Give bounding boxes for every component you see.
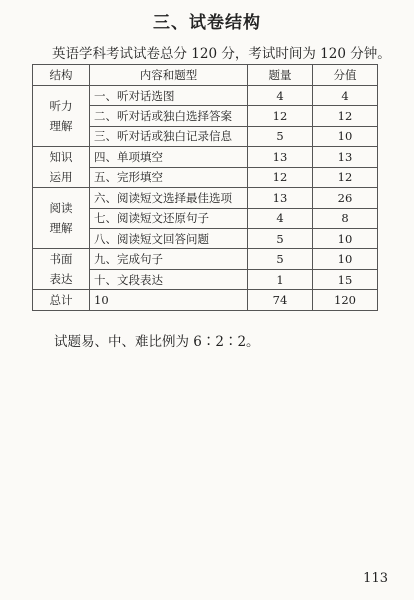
total-label: 总计 xyxy=(33,290,90,311)
cell-score: 12 xyxy=(313,106,378,126)
group-label xyxy=(33,188,90,249)
cell-count: 5 xyxy=(248,126,313,146)
total-count: 74 xyxy=(248,290,313,311)
section-heading: 三、试卷结构 xyxy=(153,13,261,33)
cell-content: 二、听对话或独白选择答案 xyxy=(90,106,248,126)
total-score: 120 xyxy=(313,290,378,311)
table-header-row xyxy=(33,65,378,86)
table-row xyxy=(33,86,378,106)
cell-count: 5 xyxy=(248,228,313,248)
cell-content: 一、听对话选图 xyxy=(90,86,248,106)
total-row xyxy=(33,290,378,311)
cell-count: 5 xyxy=(248,249,313,270)
group-label-line: 表达 xyxy=(49,272,73,287)
difficulty-ratio-text: 试题易、中、难比例为 6∶2∶2。 xyxy=(54,334,260,350)
header-content: 内容和题型 xyxy=(90,65,248,86)
table-row xyxy=(33,147,378,168)
group-label-line: 运用 xyxy=(49,170,73,185)
cell-content: 三、听对话或独白记录信息 xyxy=(90,126,248,146)
cell-content: 九、完成句子 xyxy=(90,249,248,270)
cell-score: 10 xyxy=(313,126,378,146)
group-label-line: 理解 xyxy=(49,119,73,134)
cell-count: 13 xyxy=(248,188,313,208)
cell-count: 12 xyxy=(248,167,313,188)
cell-score: 10 xyxy=(313,249,378,270)
cell-score: 4 xyxy=(313,86,378,106)
cell-content: 五、完形填空 xyxy=(90,167,248,188)
group-label xyxy=(33,147,90,188)
cell-content: 四、单项填空 xyxy=(90,147,248,168)
cell-content: 七、阅读短文还原句子 xyxy=(90,208,248,228)
group-label-line: 理解 xyxy=(49,221,73,236)
header-structure: 结构 xyxy=(33,65,90,86)
table-row xyxy=(33,188,378,208)
page-number: 113 xyxy=(363,571,388,586)
cell-score: 10 xyxy=(313,228,378,248)
group-label-line: 听力 xyxy=(49,99,73,114)
cell-count: 4 xyxy=(248,208,313,228)
cell-score: 26 xyxy=(313,188,378,208)
header-count: 题量 xyxy=(248,65,313,86)
cell-count: 13 xyxy=(248,147,313,168)
table-row xyxy=(33,249,378,270)
header-score: 分值 xyxy=(313,65,378,86)
cell-score: 15 xyxy=(313,269,378,290)
group-label-line: 书面 xyxy=(49,252,73,267)
exam-structure-table xyxy=(32,64,378,311)
group-label xyxy=(33,249,90,290)
cell-count: 12 xyxy=(248,106,313,126)
cell-content: 六、阅读短文选择最佳选项 xyxy=(90,188,248,208)
group-label-line: 阅读 xyxy=(49,201,73,216)
group-label xyxy=(33,86,90,147)
cell-content: 十、文段表达 xyxy=(90,269,248,290)
total-content: 10 xyxy=(90,290,248,311)
group-label-line: 知识 xyxy=(49,150,73,165)
table-body xyxy=(33,86,378,311)
cell-score: 12 xyxy=(313,167,378,188)
cell-count: 4 xyxy=(248,86,313,106)
cell-content: 八、阅读短文回答问题 xyxy=(90,228,248,248)
cell-count: 1 xyxy=(248,269,313,290)
intro-paragraph: 英语学科考试试卷总分 120 分，考试时间为 120 分钟。 xyxy=(52,46,391,62)
cell-score: 8 xyxy=(313,208,378,228)
cell-score: 13 xyxy=(313,147,378,168)
